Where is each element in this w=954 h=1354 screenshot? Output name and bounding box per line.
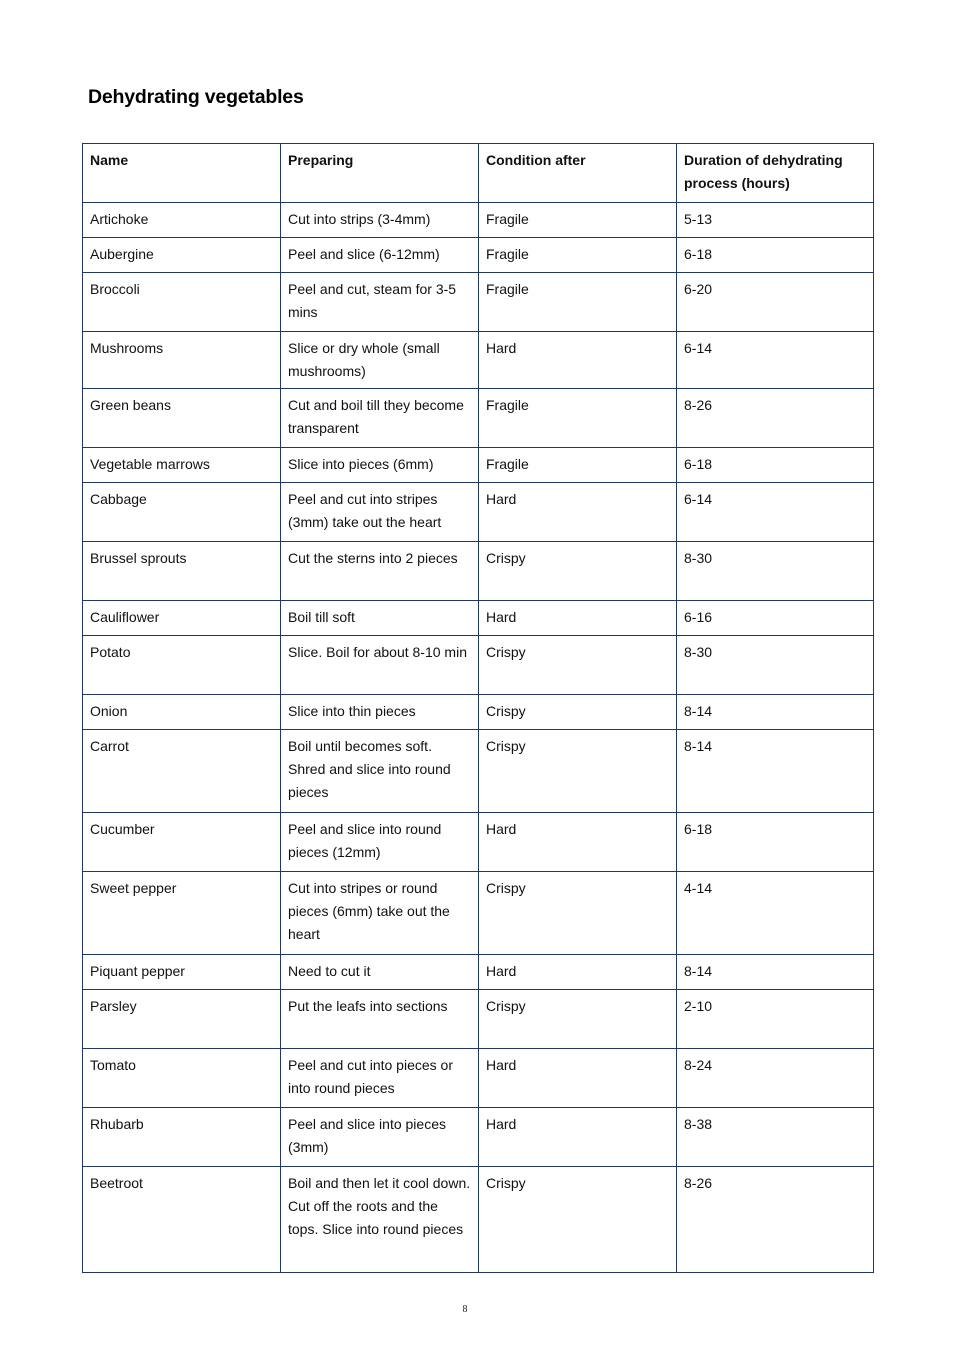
cell-condition: Fragile <box>479 238 677 273</box>
header-preparing: Preparing <box>281 144 479 203</box>
cell-duration: 6-14 <box>677 332 874 389</box>
cell-preparing: Need to cut it <box>281 955 479 990</box>
cell-preparing: Boil till soft <box>281 601 479 636</box>
cell-duration: 8-24 <box>677 1049 874 1108</box>
cell-duration: 8-30 <box>677 542 874 601</box>
table-row <box>83 238 874 273</box>
cell-name: Broccoli <box>83 273 281 332</box>
table-row <box>83 695 874 730</box>
cell-name: Beetroot <box>83 1167 281 1273</box>
table-row <box>83 273 874 332</box>
cell-condition: Hard <box>479 1108 677 1167</box>
header-duration: Duration of dehydrating process (hours) <box>677 144 874 203</box>
cell-condition: Hard <box>479 955 677 990</box>
cell-name: Aubergine <box>83 238 281 273</box>
cell-name: Brussel sprouts <box>83 542 281 601</box>
header-condition: Condition after <box>479 144 677 203</box>
cell-condition: Hard <box>479 483 677 542</box>
cell-preparing: Slice. Boil for about 8-10 min <box>281 636 479 695</box>
table-header-row <box>83 144 874 203</box>
cell-condition: Crispy <box>479 730 677 813</box>
table-row <box>83 203 874 238</box>
cell-condition: Fragile <box>479 389 677 448</box>
cell-name: Tomato <box>83 1049 281 1108</box>
cell-duration: 8-26 <box>677 1167 874 1273</box>
cell-preparing: Peel and cut, steam for 3-5 mins <box>281 273 479 332</box>
cell-name: Cucumber <box>83 813 281 872</box>
table-row <box>83 990 874 1049</box>
cell-condition: Crispy <box>479 872 677 955</box>
cell-condition: Crispy <box>479 990 677 1049</box>
cell-preparing: Peel and cut into stripes (3mm) take out the heart <box>281 483 479 542</box>
cell-name: Parsley <box>83 990 281 1049</box>
table-row <box>83 813 874 872</box>
cell-name: Piquant pepper <box>83 955 281 990</box>
table-row <box>83 955 874 990</box>
cell-condition: Hard <box>479 813 677 872</box>
cell-name: Cabbage <box>83 483 281 542</box>
table-row <box>83 872 874 955</box>
cell-name: Sweet pepper <box>83 872 281 955</box>
cell-duration: 2-10 <box>677 990 874 1049</box>
cell-condition: Hard <box>479 601 677 636</box>
cell-duration: 4-14 <box>677 872 874 955</box>
header-name: Name <box>83 144 281 203</box>
table-row <box>83 542 874 601</box>
table-row <box>83 636 874 695</box>
page-number: 8 <box>462 1304 468 1315</box>
cell-preparing: Cut the sterns into 2 pieces <box>281 542 479 601</box>
cell-condition: Fragile <box>479 203 677 238</box>
cell-condition: Crispy <box>479 1167 677 1273</box>
cell-preparing: Peel and slice (6-12mm) <box>281 238 479 273</box>
cell-preparing: Peel and cut into pieces or into round pieces <box>281 1049 479 1108</box>
cell-condition: Crispy <box>479 542 677 601</box>
cell-duration: 6-18 <box>677 813 874 872</box>
table-row <box>83 601 874 636</box>
cell-name: Mushrooms <box>83 332 281 389</box>
cell-name: Artichoke <box>83 203 281 238</box>
cell-duration: 6-16 <box>677 601 874 636</box>
cell-name: Cauliflower <box>83 601 281 636</box>
cell-name: Green beans <box>83 389 281 448</box>
table-row <box>83 389 874 448</box>
table-row <box>83 483 874 542</box>
cell-duration: 8-14 <box>677 695 874 730</box>
cell-name: Rhubarb <box>83 1108 281 1167</box>
cell-name: Carrot <box>83 730 281 813</box>
cell-duration: 6-20 <box>677 273 874 332</box>
cell-preparing: Cut into stripes or round pieces (6mm) take out the heart <box>281 872 479 955</box>
cell-condition: Fragile <box>479 448 677 483</box>
cell-duration: 8-14 <box>677 955 874 990</box>
cell-duration: 6-18 <box>677 448 874 483</box>
cell-preparing: Peel and slice into pieces (3mm) <box>281 1108 479 1167</box>
table-row <box>83 448 874 483</box>
table-row <box>83 1167 874 1273</box>
vegetables-table <box>82 143 874 1273</box>
cell-duration: 5-13 <box>677 203 874 238</box>
cell-condition: Hard <box>479 332 677 389</box>
cell-duration: 8-38 <box>677 1108 874 1167</box>
cell-duration: 8-26 <box>677 389 874 448</box>
cell-condition: Fragile <box>479 273 677 332</box>
table-row <box>83 1108 874 1167</box>
cell-condition: Crispy <box>479 695 677 730</box>
cell-preparing: Put the leafs into sections <box>281 990 479 1049</box>
cell-duration: 8-30 <box>677 636 874 695</box>
cell-preparing: Peel and slice into round pieces (12mm) <box>281 813 479 872</box>
cell-preparing: Boil until becomes soft. Shred and slice into round pieces <box>281 730 479 813</box>
cell-duration: 6-18 <box>677 238 874 273</box>
cell-condition: Crispy <box>479 636 677 695</box>
table-row <box>83 1049 874 1108</box>
cell-preparing: Cut into strips (3-4mm) <box>281 203 479 238</box>
cell-name: Vegetable marrows <box>83 448 281 483</box>
cell-duration: 8-14 <box>677 730 874 813</box>
cell-name: Onion <box>83 695 281 730</box>
cell-preparing: Boil and then let it cool down. Cut off the roots and the tops. Slice into round pieces <box>281 1167 479 1273</box>
page-title: Dehydrating vegetables <box>88 86 304 108</box>
cell-preparing: Slice or dry whole (small mushrooms) <box>281 332 479 389</box>
cell-condition: Hard <box>479 1049 677 1108</box>
cell-preparing: Slice into pieces (6mm) <box>281 448 479 483</box>
cell-preparing: Slice into thin pieces <box>281 695 479 730</box>
table-row <box>83 332 874 389</box>
cell-duration: 6-14 <box>677 483 874 542</box>
table-row <box>83 730 874 813</box>
cell-preparing: Cut and boil till they become transparent <box>281 389 479 448</box>
cell-name: Potato <box>83 636 281 695</box>
